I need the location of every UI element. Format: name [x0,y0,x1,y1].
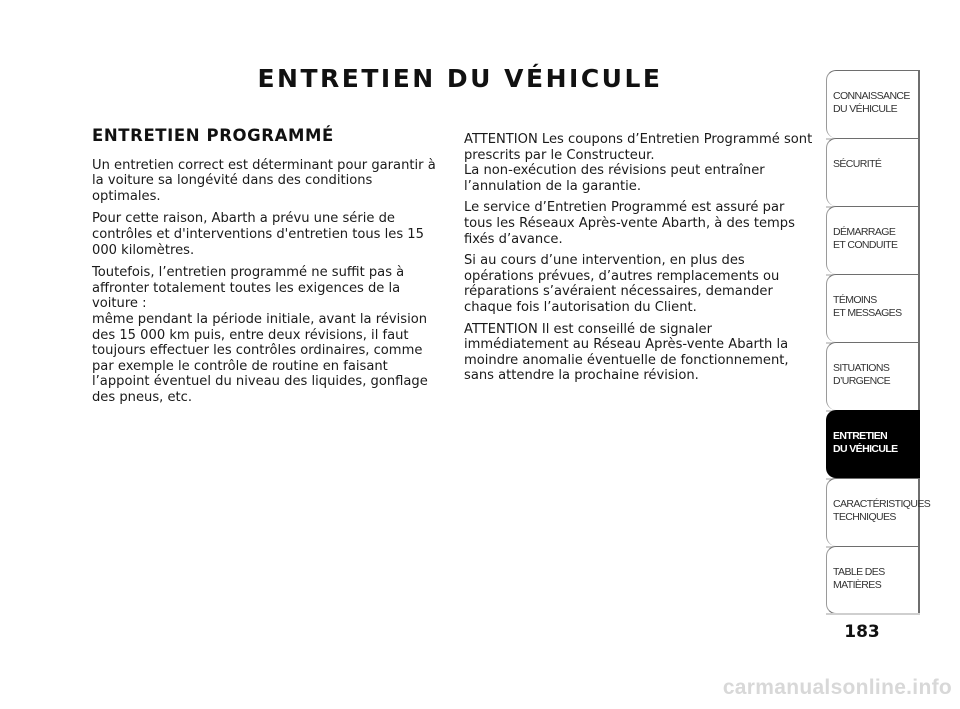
tab-label-line-1: SÉCURITÉ [833,158,882,170]
watermark: carmanualsonline.info [722,676,952,699]
tab-label-line-1: CONNAISSANCE [833,90,910,102]
right-paragraph-3: Si au cours d’une intervention, en plus des opérations prévues, d’autres remplacements ou réparations s’avéraient nécessaires, demander chaque fois l’autorisation du Client. [464,253,780,315]
tab-label-line-2: ET MESSAGES [833,307,902,319]
tab-label-line-2: DU VÉHICULE [833,103,897,115]
right-paragraph-4: ATTENTION Il est conseillé de signaler immédiatement au Réseau Après-vente Abarth la moindre anomalie éventuelle de fonctionnement, sans attendre la prochaine révision. [464,321,789,384]
tab-label-line-1: TABLE DES [833,566,885,578]
section-heading: ENTRETIEN PROGRAMMÉ [92,126,334,145]
tab-temoins-et-messages[interactable] [826,274,920,342]
right-paragraph-2: Le service d’Entretien Programmé est assuré par tous les Réseaux Après-vente Abarth, à des temps fixés d’avance. [464,200,795,247]
tab-label-line-2: ET CONDUITE [833,239,898,251]
page-number: 183 [844,622,880,642]
right-column [464,132,816,390]
tab-table-des-matieres[interactable] [826,546,920,614]
tab-label-line-2: MATIÈRES [833,579,882,591]
tab-situations-d-urgence[interactable] [826,342,920,410]
tab-entretien-du-vehicule-active[interactable] [826,410,920,478]
tab-label-line-2: D’URGENCE [833,375,891,387]
tab-label-line-1: DÉMARRAGE [833,226,896,238]
right-paragraph-1 [464,132,816,194]
page-title: ENTRETIEN DU VÉHICULE [257,64,663,93]
tab-label-line-1: SITUATIONS [833,362,890,374]
tab-caracteristiques-techniques[interactable] [826,478,931,546]
tab-label-line-2: DU VÉHICULE [833,443,898,455]
right-paragraph-1-line-b: La non-exécution des révisions peut entraîner l’annulation de la garantie. [464,163,765,194]
left-paragraph-3-line-a: Toutefois, l’entretien programmé ne suffit pas à affronter totalement toutes les exigences de la voiture : [92,265,405,312]
left-paragraph-2: Pour cette raison, Abarth a prévu une série de contrôles et d'interventions d'entretien tous les 15 000 kilomètres. [92,211,424,258]
tab-label-line-2: TECHNIQUES [833,511,896,523]
tab-label-line-1: ENTRETIEN [833,430,888,442]
tab-label-line-1: CARACTÉRISTIQUES [833,498,931,510]
chapter-tab-sidebar [826,70,931,614]
tab-label-line-1: TÉMOINS [833,294,877,306]
tab-securite[interactable] [826,138,920,206]
right-paragraph-1-line-a: ATTENTION Les coupons d’Entretien Programmé sont prescrits par le Constructeur. [464,132,813,163]
tab-demarrage-et-conduite[interactable] [826,206,920,274]
left-column [92,128,444,413]
left-paragraph-3 [92,265,444,405]
left-paragraph-3-line-b: même pendant la période initiale, avant la révision des 15 000 km puis, entre deux révisions, il faut toujours effectuer les contrôles ordinaires, comme par exemple le contrôle de routine en faisant l’appoint éventuel du niveau des liquides, gonflage des pneus, etc. [92,311,428,405]
left-paragraph-1: Un entretien correct est déterminant pour garantir à la voiture sa longévité dans des conditions optimales. [92,157,436,204]
tab-connaissance-du-vehicule[interactable] [826,70,920,138]
